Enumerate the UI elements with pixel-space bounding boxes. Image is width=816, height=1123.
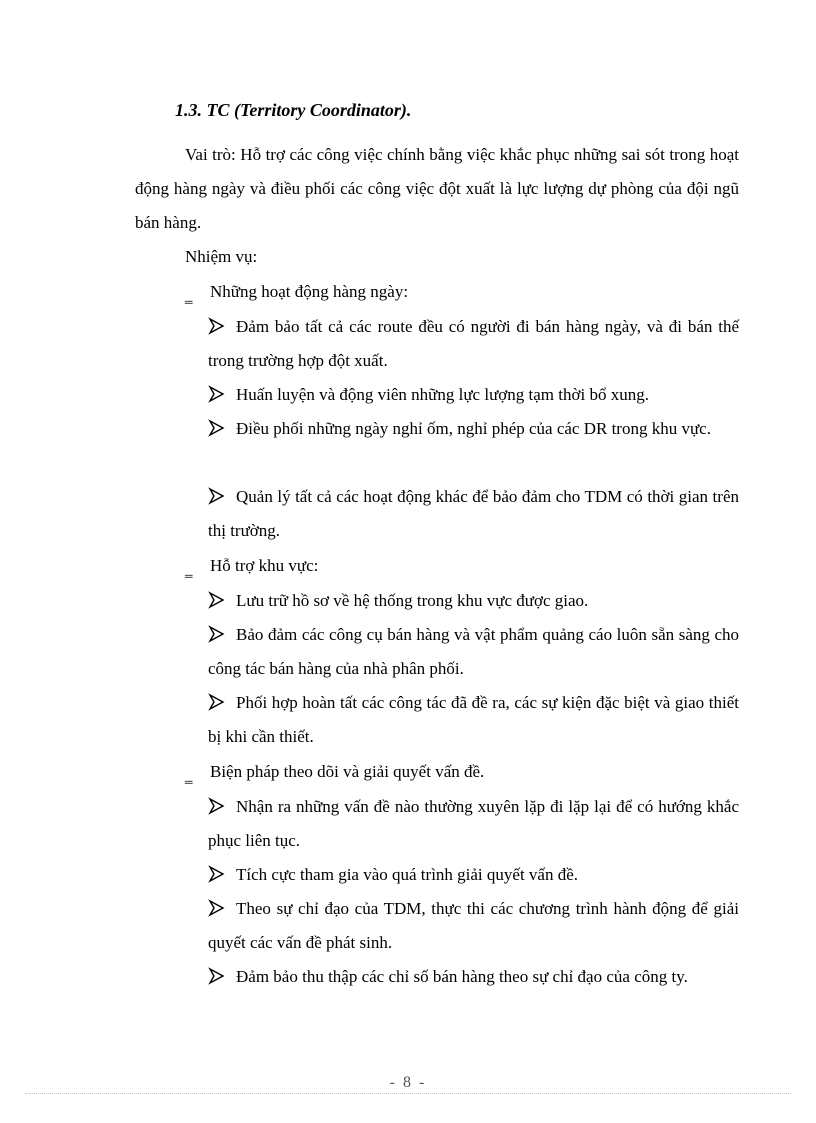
role-paragraph (135, 138, 739, 240)
list-item (208, 960, 739, 994)
section-heading: 1.3. TC (Territory Coordinator). (175, 100, 412, 120)
list-item-text: Đảm bảo tất cả các route đều có người đi bán hàng ngày, và đi bán thế trong trường hợp đột xuất. (208, 317, 739, 370)
arrow-bullet-icon (208, 480, 226, 514)
section-label: Biện pháp theo dõi và giải quyết vấn đề. (210, 762, 485, 781)
list-item (208, 584, 739, 618)
tasks-label: Nhiệm vụ: (185, 247, 258, 266)
list-item-text: Huấn luyện và động viên những lực lượng tạm thời bổ xung. (236, 385, 649, 404)
list-item (208, 686, 739, 754)
list-item (208, 618, 739, 686)
arrow-bullet-icon (208, 618, 226, 652)
dash-marker: ‗ (185, 288, 193, 304)
list-item-text: Theo sự chỉ đạo của TDM, thực thi các chương trình hành động để giải quyết các vấn đề phát sinh. (208, 899, 739, 952)
list-item-text: Phối hợp hoàn tất các công tác đã đề ra, các sự kiện đặc biệt và giao thiết bị khi cần thiết. (208, 693, 739, 746)
list-item-text: Bảo đảm các công cụ bán hàng và vật phẩm quảng cáo luôn sẵn sàng cho công tác bán hàng của nhà phân phối. (208, 625, 739, 678)
arrow-bullet-icon (208, 686, 226, 720)
arrow-bullet-icon (208, 790, 226, 824)
list-item-text: Tích cực tham gia vào quá trình giải quyết vấn đề. (236, 865, 579, 884)
arrow-bullet-icon (208, 584, 226, 618)
list-item (208, 790, 739, 858)
arrow-bullet-icon (208, 310, 226, 344)
page-number: - 8 - (389, 1074, 427, 1091)
list-item-text: Lưu trữ hồ sơ về hệ thống trong khu vực được giao. (236, 591, 589, 610)
list-item (208, 378, 739, 412)
arrow-bullet-icon (208, 960, 226, 994)
section-label: Hỗ trợ khu vực: (210, 556, 319, 575)
list-item (208, 412, 739, 446)
list-item-text: Quản lý tất cả các hoạt động khác để bảo đảm cho TDM có thời gian trên thị trường. (208, 487, 739, 540)
list-item-text: Đảm bảo thu thập các chỉ số bán hàng theo sự chỉ đạo của công ty. (236, 967, 688, 986)
list-item (208, 480, 739, 548)
list-item-text: Điều phối những ngày nghỉ ốm, nghỉ phép của các DR trong khu vực. (236, 419, 711, 438)
footer-divider (25, 1093, 791, 1094)
arrow-bullet-icon (208, 892, 226, 926)
role-text: Vai trò: Hỗ trợ các công việc chính bằng việc khắc phục những sai sót trong hoạt động hàng ngày và điều phối các công việc đột xuất là lực lượng dự phòng của đội ngũ bán hàng. (135, 145, 739, 232)
list-item (208, 310, 739, 378)
dash-marker: ‗ (185, 768, 193, 784)
arrow-bullet-icon (208, 412, 226, 446)
dash-marker: ‗ (185, 562, 193, 578)
arrow-bullet-icon (208, 858, 226, 892)
section-label: Những hoạt động hàng ngày: (210, 282, 409, 301)
arrow-bullet-icon (208, 378, 226, 412)
list-item (208, 858, 739, 892)
list-item (208, 892, 739, 960)
list-item-text: Nhận ra những vấn đề nào thường xuyên lặp đi lặp lại để có hướng khắc phục liên tục. (208, 797, 739, 850)
